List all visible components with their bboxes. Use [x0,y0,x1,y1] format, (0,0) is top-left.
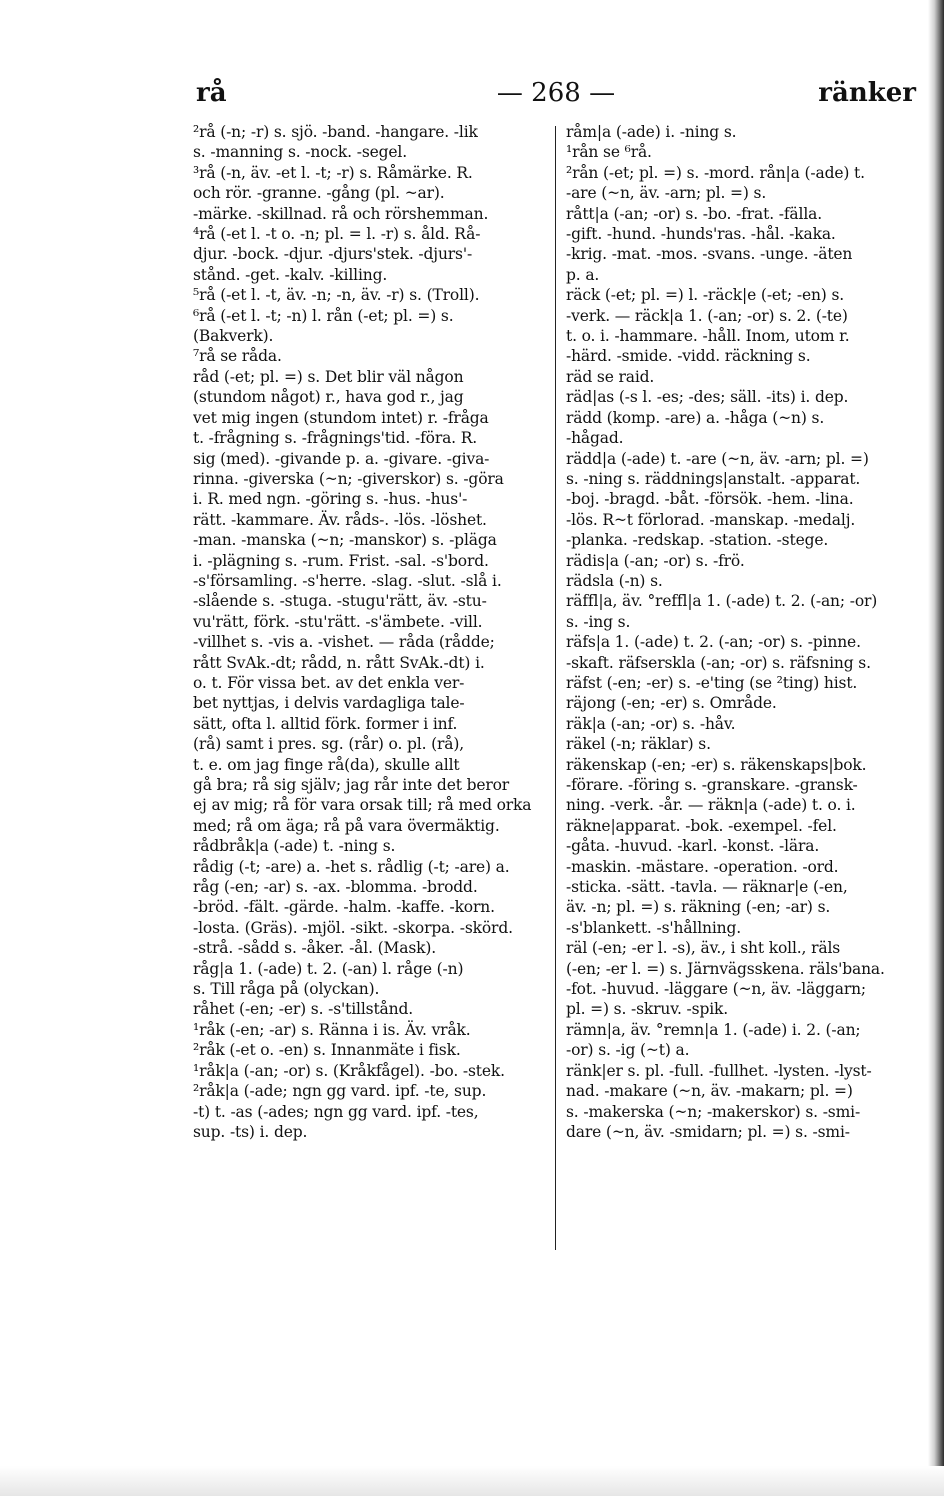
dictionary-line: ⁶rå (-et l. -t; -n) l. rån (-et; pl. =) s. [193,306,454,325]
left-column [193,122,543,1142]
dictionary-line: räl (-en; -er l. -s), äv., i sht koll., räls [566,939,841,958]
dictionary-line: ¹rån se ⁶rå. [566,143,652,162]
dictionary-line: s. -ing s. [566,612,631,631]
dictionary-line: -bröd. -fält. -gärde. -halm. -kaffe. -korn. [193,898,495,917]
dictionary-line: p. a. [566,265,600,284]
dictionary-line: räck (-et; pl. =) l. -räck|e (-et; -en) s. [566,286,845,305]
dictionary-line: ¹råk|a (-an; -or) s. (Kråkfågel). -bo. -stek. [193,1061,505,1080]
dictionary-line: räjong (-en; -er) s. Område. [566,694,777,713]
dictionary-line: räd|as (-s l. -es; -des; säll. -its) i. dep. [566,388,849,407]
dictionary-line: med; rå om äga; rå på vara övermäktig. [193,816,500,835]
dictionary-line: rådbråk|a (-ade) t. -ning s. [193,837,396,856]
dictionary-line: -boj. -bragd. -båt. -försök. -hem. -lina. [566,490,854,509]
dictionary-line: räffl|a, äv. °reffl|a 1. (-ade) t. 2. (-an; -or) [566,592,878,611]
dictionary-line: s. -ning s. räddnings|anstalt. -apparat. [566,469,861,488]
dictionary-line: ej av mig; rå för vara orsak till; rå med orka [193,796,532,815]
guide-word-left: rå [196,78,227,108]
dictionary-line: sig (med). -givande p. a. -givare. -giva- [193,449,490,468]
dictionary-line: rinna. -giverska (~n; -giverskor) s. -göra [193,469,504,488]
dictionary-line: ⁷rå se råda. [193,347,282,366]
dictionary-line: s. -makerska (~n; -makerskor) s. -smi- [566,1102,861,1121]
dictionary-line: o. t. För vissa bet. av det enkla ver- [193,673,465,692]
dictionary-line: (stundom något) r., hava god r., jag [193,388,464,407]
dictionary-line: ²rån (-et; pl. =) s. -mord. rån|a (-ade) t. [566,163,865,182]
dictionary-line: ³rå (-n, äv. -et l. -t; -r) s. Råmärke. R. [193,163,473,182]
dictionary-line: -sticka. -sätt. -tavla. — räknar|e (-en, [566,878,848,897]
dictionary-line: ning. -verk. -år. — räkn|a (-ade) t. o. i. [566,796,856,815]
dictionary-line: -strå. -sådd s. -åker. -ål. (Mask). [193,939,437,958]
dictionary-line: -skaft. räfserskla (-an; -or) s. räfsning s. [566,653,871,672]
dictionary-line: -förare. -föring s. -granskare. -gransk- [566,776,858,794]
dictionary-line: rädsla (-n) s. [566,571,663,590]
dictionary-line: -or) s. -ig (~t) a. [566,1041,690,1060]
column-divider [555,126,556,1250]
dictionary-line: sup. -ts) i. dep. [193,1122,308,1141]
dictionary-line: räkne|apparat. -bok. -exempel. -fel. [566,816,837,835]
dictionary-line: i. -plägning s. -rum. Frist. -sal. -s'bord. [193,551,489,570]
dictionary-line: råg|a 1. (-ade) t. 2. (-an) l. råge (-n) [193,959,464,978]
dictionary-line: -villhet s. -vis a. -vishet. — råda (rådde; [193,633,495,652]
dictionary-line: rädis|a (-an; -or) s. -frö. [566,551,745,570]
dictionary-line: ²råk|a (-ade; ngn gg vard. ipf. -te, sup. [193,1082,487,1101]
dictionary-line: -gåta. -huvud. -karl. -konst. -lära. [566,837,820,856]
page-edge-shadow [928,0,944,1496]
dictionary-line: pl. =) s. -skruv. -spik. [566,1000,729,1019]
dictionary-line: bet nyttjas, i delvis vardagliga tale- [193,694,465,713]
dictionary-line: gå bra; rå sig själv; jag rår inte det beror [193,776,510,794]
dictionary-line: -slående s. -stuga. -stugu'rätt, äv. -stu- [193,592,487,611]
dictionary-line: råg (-en; -ar) s. -ax. -blomma. -brodd. [193,878,478,897]
dictionary-line: i. R. med ngn. -göring s. -hus. -hus'- [193,490,468,509]
dictionary-line: -s'församling. -s'herre. -slag. -slut. -slå i. [193,571,502,590]
dictionary-line: äv. -n; pl. =) s. räkning (-en; -ar) s. [566,898,831,917]
dictionary-line: s. -manning s. -nock. -segel. [193,143,408,162]
dictionary-line: dare (~n, äv. -smidarn; pl. =) s. -smi- [566,1122,850,1141]
dictionary-line: räkel (-n; räklar) s. [566,735,711,754]
guide-word-right: ränker [818,78,916,108]
dictionary-line: ²rå (-n; -r) s. sjö. -band. -hangare. -lik [193,123,478,141]
dictionary-line: (-en; -er l. =) s. Järnvägsskena. räls'bana. [566,959,885,978]
dictionary-line: rämn|a, äv. °remn|a 1. (-ade) i. 2. (-an; [566,1020,861,1039]
dictionary-line: -härd. -smide. -vidd. räckning s. [566,347,811,366]
dictionary-line: -märke. -skillnad. rå och rörshemman. [193,204,489,223]
dictionary-line: djur. -bock. -djur. -djurs'stek. -djurs'- [193,245,473,264]
dictionary-line: rått SvAk.-dt; rådd, n. rått SvAk.-dt) i. [193,653,485,672]
dictionary-line: -maskin. -mästare. -operation. -ord. [566,857,839,876]
dictionary-line: och rör. -granne. -gång (pl. ~ar). [193,184,445,203]
dictionary-line: t. -frågning s. -frågnings'tid. -föra. R. [193,429,478,448]
dictionary-line: ⁴rå (-et l. -t o. -n; pl. = l. -r) s. åld. Rå- [193,225,481,244]
dictionary-line: -gift. -hund. -hunds'ras. -hål. -kaka. [566,225,836,244]
dictionary-line: -are (~n, äv. -arn; pl. =) s. [566,184,767,203]
dictionary-line: vet mig ingen (stundom intet) r. -fråga [193,408,489,427]
dictionary-line: råhet (-en; -er) s. -s'tillstånd. [193,1000,414,1019]
page-number: — 268 — [496,78,616,108]
dictionary-line: -fot. -huvud. -läggare (~n, äv. -läggarn; [566,980,867,999]
dictionary-line: ⁵rå (-et l. -t, äv. -n; -n, äv. -r) s. (Troll). [193,286,480,305]
dictionary-line: -man. -manska (~n; -manskor) s. -pläga [193,531,497,550]
dictionary-line: s. Till råga på (olyckan). [193,980,380,999]
dictionary-line: -losta. (Gräs). -mjöl. -sikt. -skorpa. -skörd. [193,918,513,937]
dictionary-line: -t) t. -as (-ades; ngn gg vard. ipf. -tes, [193,1102,479,1121]
dictionary-line: t. o. i. -hammare. -håll. Inom, utom r. [566,327,850,346]
dictionary-line: nad. -makare (~n, äv. -makarn; pl. =) [566,1082,853,1101]
dictionary-line: råd (-et; pl. =) s. Det blir väl någon [193,367,464,386]
dictionary-line: räfs|a 1. (-ade) t. 2. (-an; -or) s. -pinne. [566,633,861,652]
dictionary-line: räkenskap (-en; -er) s. räkenskaps|bok. [566,755,867,774]
dictionary-line: rädd|a (-ade) t. -are (~n, äv. -arn; pl. =) [566,449,869,468]
dictionary-line: ²råk (-et o. -en) s. Innanmäte i fisk. [193,1041,461,1060]
bottom-scan-shadow [0,1466,944,1496]
dictionary-line: -hågad. [566,429,624,448]
dictionary-line: rätt. -kammare. Äv. råds-. -lös. -löshet. [193,510,487,529]
dictionary-line: -krig. -mat. -mos. -svans. -unge. -äten [566,245,853,264]
dictionary-line: -lös. R~t förlorad. -manskap. -medalj. [566,510,856,529]
dictionary-line: räfst (-en; -er) s. -e'ting (se ²ting) hist. [566,673,858,692]
dictionary-line: råm|a (-ade) i. -ning s. [566,123,737,141]
dictionary-line: (rå) samt i pres. sg. (rår) o. pl. (rå), [193,735,465,754]
dictionary-line: (Bakverk). [193,327,274,346]
dictionary-line: sätt, ofta l. alltid förk. former i inf. [193,714,458,733]
dictionary-line: rädd (komp. -are) a. -håga (~n) s. [566,408,825,427]
dictionary-line: -s'blankett. -s'hållning. [566,918,742,937]
dictionary-line: ränk|er s. pl. -full. -fullhet. -lysten. -lyst- [566,1061,872,1080]
dictionary-line: -planka. -redskap. -station. -stege. [566,531,829,550]
right-column [566,122,921,1142]
dictionary-line: räd se raid. [566,367,655,386]
dictionary-line: rådig (-t; -are) a. -het s. rådlig (-t; -are) a. [193,857,510,876]
dictionary-line: t. e. om jag finge rå(da), skulle allt [193,755,460,774]
dictionary-line: rått|a (-an; -or) s. -bo. -frat. -fälla. [566,204,822,223]
page-header [196,72,916,112]
dictionary-line: ¹råk (-en; -ar) s. Ränna i is. Äv. vråk. [193,1020,471,1039]
dictionary-line: stånd. -get. -kalv. -killing. [193,265,388,284]
dictionary-line: -verk. — räck|a 1. (-an; -or) s. 2. (-te) [566,306,848,325]
dictionary-line: räk|a (-an; -or) s. -håv. [566,714,736,733]
dictionary-line: vu'rätt, förk. -stu'rätt. -s'ämbete. -vill. [193,612,483,631]
